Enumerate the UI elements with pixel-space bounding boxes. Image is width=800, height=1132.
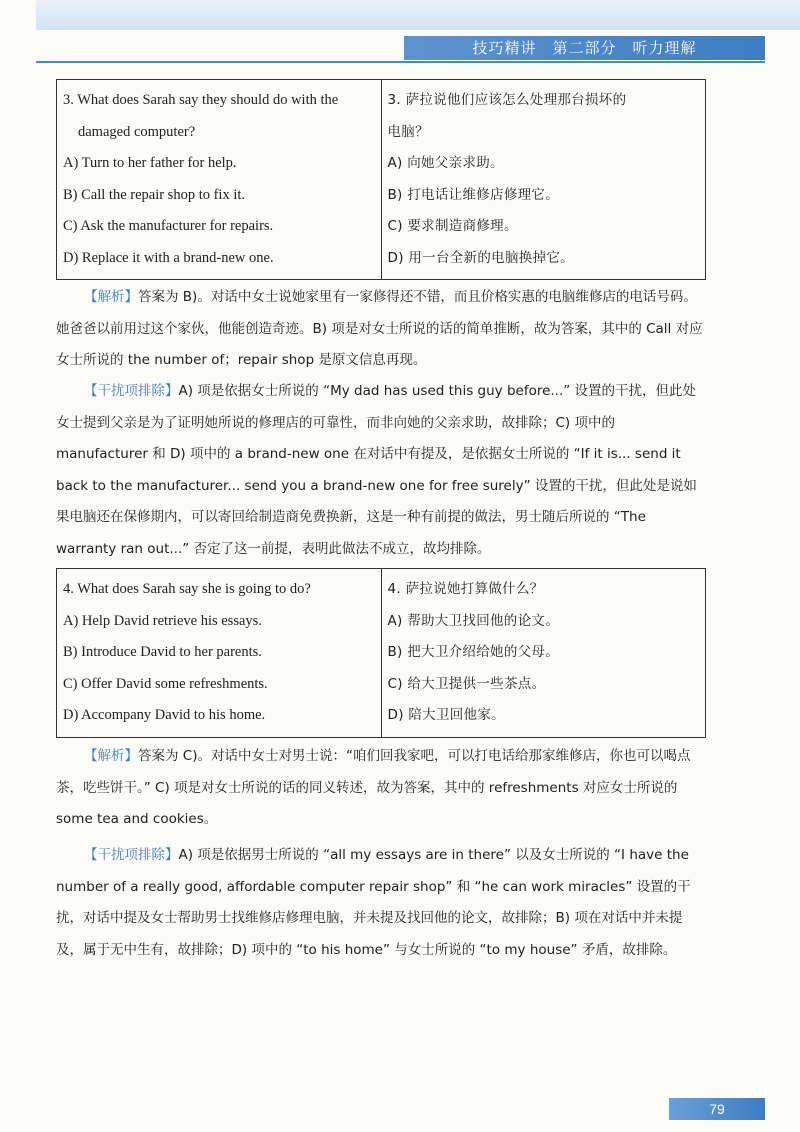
question-4-stem: 4. What does Sarah say she is going to do? — [63, 581, 311, 597]
question-3-zh-option-a: A) 向她父亲求助。 — [387, 155, 504, 171]
page-number: 79 — [669, 1098, 765, 1120]
question-4-zh-option-a: A) 帮助大卫找回他的论文。 — [387, 612, 559, 629]
question-3-chinese — [381, 80, 706, 280]
question-4-zh-option-d: D) 陪大卫回他家。 — [387, 707, 505, 723]
question-4-option-b: B) Introduce David to her parents. — [63, 644, 262, 660]
question-4-chinese — [381, 569, 706, 738]
distractor-4-tag: 【干扰项排除】 — [84, 847, 179, 863]
question-4-option-a: A) Help David retrieve his essays. — [63, 612, 262, 629]
question-3-zh-option-b: B) 打电话让维修店修理它。 — [387, 186, 560, 203]
analysis-3-text: 答案为 B)。对话中女士说她家里有一家修得还不错，而且价格实惠的电脑维修店的电话号码。她爸爸以前用过这个家伙，他能创造奇迹。B) 项是对女士所说的话的简单推断，故为答案，其中的 Call 对应女士所说的 the number of；repair shop 是原文信息再现。 — [56, 289, 703, 368]
question-3-zh-stem-line2: 电脑？ — [387, 123, 429, 140]
question-4-zh-option-c: C) 给大卫提供一些茶点。 — [387, 675, 546, 692]
analysis-3-tag: 【解析】 — [84, 289, 138, 305]
distractor-4 — [56, 840, 708, 966]
analysis-4-tag: 【解析】 — [84, 748, 138, 764]
question-4-option-d: D) Accompany David to his home. — [63, 707, 266, 723]
question-3-zh-option-d: D) 用一台全新的电脑换掉它。 — [387, 249, 574, 266]
question-3-english — [57, 80, 382, 280]
question-3-table — [56, 79, 706, 280]
top-decoration-bar — [36, 0, 800, 30]
question-4-english — [57, 569, 382, 738]
question-3-zh-option-c: C) 要求制造商修理。 — [387, 218, 518, 234]
distractor-4-text: A) 项是依据男士所说的 “all my essays are in there” 以及女士所说的 “I have the number of a really good, affordable computer repair shop” 和 “he can work miracles” 设置的干扰，对话中提及女士帮助男士找维修店修理电脑，并未提及找回他的论文，故排除；B) 项在对话中并未提及，属于无中生有，故排除；D) 项中的 “to his home” 与女士所说的 “to my house” 矛盾，故排除。 — [56, 847, 691, 958]
question-3-option-d: D) Replace it with a brand-new one. — [63, 249, 274, 266]
question-3-option-a: A) Turn to her father for help. — [63, 155, 237, 171]
distractor-3-tag: 【干扰项排除】 — [84, 383, 179, 399]
distractor-3-text: A) 项是依据女士所说的 “My dad has used this guy before...” 设置的干扰，但此处女士提到父亲是为了证明她所说的修理店的可靠性，而非向她的父亲求助，故排除；C) 项中的 manufacturer 和 D) 项中的 a brand-new one 在对话中有提及，是依据女士所说的 “If it is... send it back to the manufacturer... send you a brand-new one for free surely” 设置的干扰，但此处是说如果电脑还在保修期内，可以寄回给制造商免费换新，这是一种有前提的做法，男士随后所说的 “The warranty ran out...” 否定了这一前提，表明此做法不成立，故均排除。 — [56, 383, 697, 557]
question-4-option-c: C) Offer David some refreshments. — [63, 675, 268, 692]
analysis-3 — [56, 282, 708, 377]
header-rule — [36, 61, 765, 63]
question-4-zh-stem: 4. 萨拉说她打算做什么？ — [387, 581, 544, 597]
section-header: 技巧精讲 第二部分 听力理解 — [404, 36, 765, 60]
question-4-zh-option-b: B) 把大卫介绍给她的父母。 — [387, 644, 560, 660]
question-4-table — [56, 568, 706, 738]
question-3-option-b: B) Call the repair shop to fix it. — [63, 186, 246, 203]
question-3-stem-line2: damaged computer? — [78, 123, 196, 140]
question-3-stem-line1: 3. What does Sarah say they should do with the — [63, 92, 339, 108]
distractor-3 — [56, 376, 708, 565]
question-3-option-c: C) Ask the manufacturer for repairs. — [63, 218, 274, 234]
question-3-zh-stem-line1: 3. 萨拉说他们应该怎么处理那台损坏的 — [387, 92, 627, 108]
analysis-4-text: 答案为 C)。对话中女士对男士说：“咱们回我家吧，可以打电话给那家维修店，你也可以喝点茶，吃些饼干。” C) 项是对女士所说的话的同义转述，故为答案，其中的 refreshments 对应女士所说的 some tea and cookies。 — [56, 748, 691, 827]
analysis-4 — [56, 741, 708, 836]
